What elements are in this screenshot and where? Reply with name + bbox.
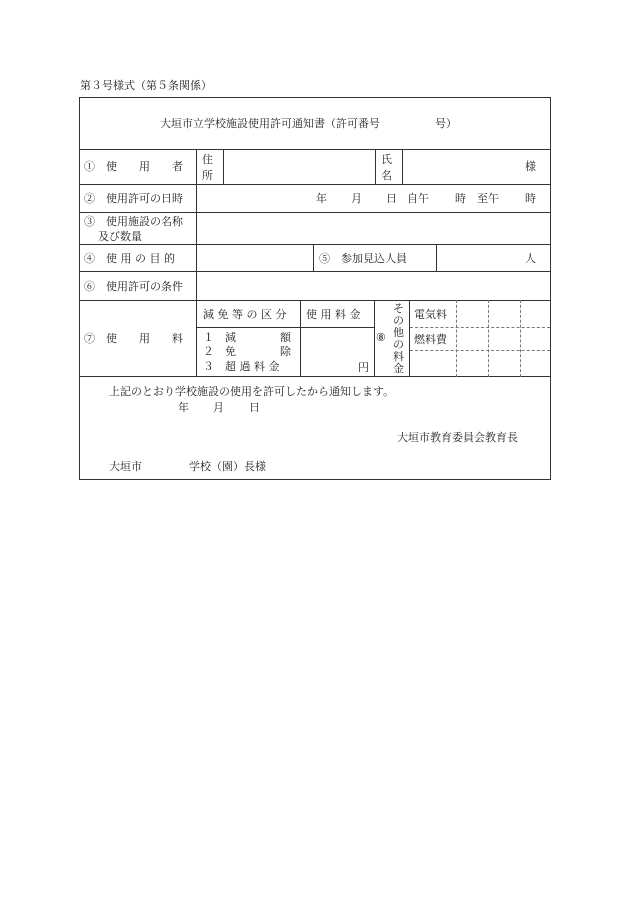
facility-label-cont: 及び数量 <box>98 230 142 243</box>
name-label: 名 <box>381 169 392 182</box>
fuel-label: 燃料費 <box>414 333 447 346</box>
address-field[interactable] <box>224 150 375 184</box>
from-label: 自午 <box>407 192 429 205</box>
reduction-header: 減 免 等 の 区 分 <box>203 308 287 321</box>
table-left-border <box>79 97 80 480</box>
fee-label: ⑦ 使 用 料 <box>84 332 183 345</box>
fee-header: 使 用 料 金 <box>306 308 361 321</box>
address-label: 所 <box>202 169 213 182</box>
reduction-item-num: １ <box>203 331 214 344</box>
honorific: 様 <box>525 160 536 173</box>
datetime-label: ② 使用許可の日時 <box>84 192 183 205</box>
issuer: 大垣市教育委員会教育長 <box>397 431 518 444</box>
other-fee-char: の <box>393 314 404 327</box>
notice-year: 年 <box>178 401 189 414</box>
addressee-school: 学校（園）長様 <box>189 460 266 473</box>
yen-unit: 円 <box>358 361 369 374</box>
day-label: 日 <box>386 192 397 205</box>
address-label: 住 <box>202 153 213 166</box>
form-number: 第３号様式（第５条関係） <box>80 79 212 92</box>
other-fee-char: の <box>393 338 404 351</box>
electricity-amount-field[interactable] <box>457 301 550 327</box>
other-fee-num: ⑧ <box>376 331 386 344</box>
reduction-item-text: 超 過 料 金 <box>225 360 280 373</box>
reduction-item-num: ２ <box>203 345 214 358</box>
divider <box>375 149 376 185</box>
participants-field[interactable] <box>437 245 517 271</box>
divider <box>374 300 375 377</box>
other-fee-char: 料 <box>393 350 404 363</box>
participants-unit: 人 <box>525 252 536 265</box>
table-bottom-border <box>79 479 551 480</box>
name-field[interactable] <box>403 150 515 184</box>
addressee-city: 大垣市 <box>109 460 142 473</box>
reduction-item-text: 免 除 <box>225 345 291 358</box>
reduction-item-num: ３ <box>203 360 214 373</box>
participants-label: ⑤ 参加見込人員 <box>319 252 407 265</box>
applicant-label: ① 使 用 者 <box>84 160 183 173</box>
notice-month: 月 <box>213 401 224 414</box>
conditions-label: ⑥ 使用許可の条件 <box>84 280 183 293</box>
other-fee-char: 金 <box>393 362 404 375</box>
table-right-border <box>550 97 551 480</box>
conditions-field[interactable] <box>197 272 550 300</box>
facility-field[interactable] <box>197 213 550 244</box>
name-label: 氏 <box>381 153 392 166</box>
reduction-item-text: 減 額 <box>225 331 291 344</box>
electricity-label: 電気料 <box>414 308 447 321</box>
hour-from-label: 時 <box>455 192 466 205</box>
facility-label: ③ 使用施設の名称 <box>84 215 183 228</box>
divider <box>409 300 410 377</box>
year-label: 年 <box>316 192 327 205</box>
document-title: 大垣市立学校施設使用許可通知書（許可番号 号） <box>160 117 457 130</box>
notice-day: 日 <box>249 401 260 414</box>
purpose-field[interactable] <box>197 245 313 271</box>
table-top-border <box>79 97 551 98</box>
divider <box>313 244 314 272</box>
month-label: 月 <box>351 192 362 205</box>
purpose-label: ④ 使 用 の 目 的 <box>84 252 175 265</box>
notice-body: 上記のとおり学校施設の使用を許可したから通知します。 <box>109 385 395 398</box>
fuel-amount-field[interactable] <box>457 328 550 350</box>
dashed-divider <box>410 350 550 351</box>
hour-to-label: 時 <box>525 192 536 205</box>
other-fee-char: 他 <box>393 326 404 339</box>
other-fee-char: そ <box>393 302 404 315</box>
to-label: 至午 <box>477 192 499 205</box>
row-separator <box>79 376 551 377</box>
